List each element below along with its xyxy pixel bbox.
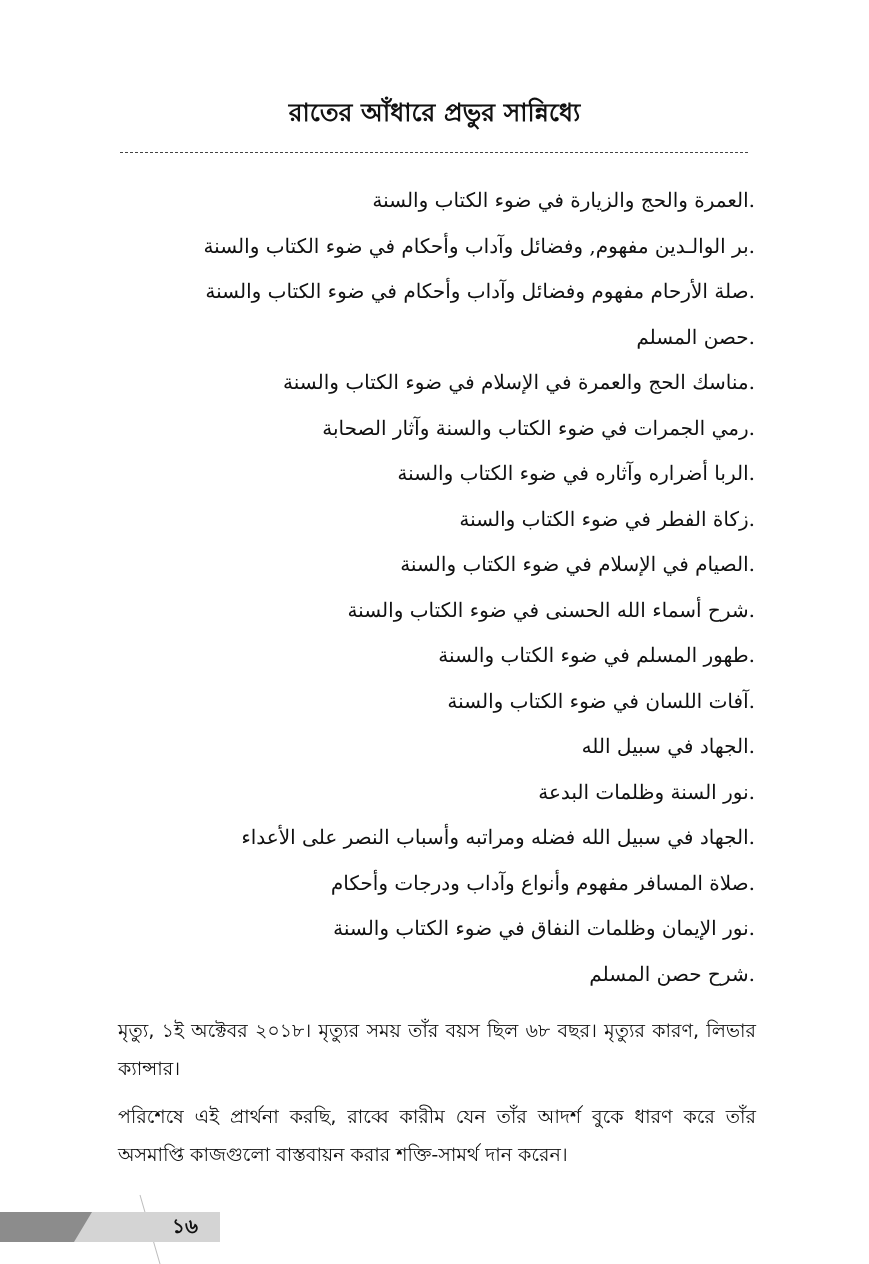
book-list-item: .بر الوالـدين مفهوم, وفضائل وآداب وأحكام في ضوء الكتاب والسنة <box>203 233 755 258</box>
book-list-item: .مناسك الحج والعمرة في الإسلام في ضوء الكتاب والسنة <box>283 370 755 394</box>
book-list-item: .طهور المسلم في ضوء الكتاب والسنة <box>438 643 755 667</box>
book-list-item: .رمي الجمرات في ضوء الكتاب والسنة وآثار الصحابة <box>322 415 755 440</box>
book-list-item: .الجهاد في سبيل الله <box>581 734 755 758</box>
book-list-item: .صلاة المسافر مفهوم وأنواع وآداب ودرجات وأحكام <box>330 870 755 895</box>
book-list-item: .الجهاد في سبيل الله فضله ومراتبه وأسباب النصر على الأعداء <box>241 825 755 849</box>
death-paragraph: মৃত্যু, ১ই অক্টেবর ২০১৮। মৃত্যুর সময় তাঁর বয়স ছিল ৬৮ বছর। মৃত্যুর কারণ, লিভার ক্যান্সার। <box>118 1020 756 1080</box>
book-list-item: .آفات اللسان في ضوء الكتاب والسنة <box>447 688 755 713</box>
book-list-item: .الصيام في الإسلام في ضوء الكتاب والسنة <box>400 552 755 576</box>
book-list-item: .شرح حصن المسلم <box>589 961 755 986</box>
page-number: ১৬ <box>172 1214 198 1238</box>
book-list-item: .الربا أضراره وآثاره في ضوء الكتاب والسنة <box>397 461 755 485</box>
book-list-item: .شرح أسماء الله الحسنى في ضوء الكتاب والسنة <box>347 597 755 622</box>
book-list-item: .زكاة الفطر في ضوء الكتاب والسنة <box>459 506 755 531</box>
running-header-title: রাতের আঁধারে প্রভুর সান্নিধ্যে <box>288 98 581 127</box>
book-list-item: .العمرة والحج والزيارة في ضوء الكتاب والسنة <box>372 188 755 212</box>
prayer-paragraph: পরিশেষে এই প্রার্থনা করছি, রাব্বে কারীম যেন তাঁর আদর্শ বুকে ধারণ করে তাঁর অসমাপ্তি কাজগুলো বাস্তবায়ন করার শক্তি-সামর্থ দান করেন। <box>118 1106 756 1166</box>
book-list-item: .صلة الأرحام مفهوم وفضائل وآداب وأحكام في ضوء الكتاب والسنة <box>205 279 755 303</box>
book-list-item: .حصن المسلم <box>636 324 755 349</box>
book-list-item: .نور السنة وظلمات البدعة <box>538 779 755 804</box>
book-list-item: .نور الإيمان وظلمات النفاق في ضوء الكتاب والسنة <box>333 916 755 940</box>
